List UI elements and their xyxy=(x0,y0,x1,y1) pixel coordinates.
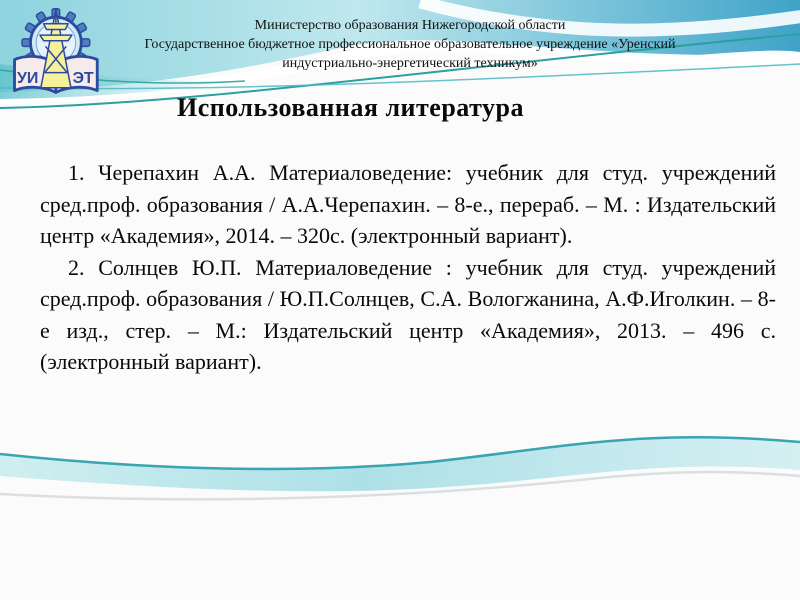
bottom-wave-decoration xyxy=(0,418,800,528)
header-line-3: индустриально-энергетический техникум» xyxy=(282,56,538,71)
institution-header xyxy=(60,16,760,73)
slide-title: Использованная литература xyxy=(177,93,525,122)
reference-item-1: 1. Черепахин А.А. Материаловедение: учебник для студ. учреждений сред.проф. образования / А.А.Черепахин. – 8-е., перераб. – М. : Издательский центр «Академия», 2014. – 320с. (электронный вариант). xyxy=(40,160,776,248)
references-list xyxy=(40,157,776,378)
header-line-2: Государственное бюджетное профессиональное образовательное учреждение «Уренский xyxy=(144,37,676,52)
reference-item-2: 2. Солнцев Ю.П. Материаловедение : учебник для студ. учреждений сред.проф. образования / Ю.П.Солнцев, С.А. Вологжанина, А.Ф.Иголкин. – 8-е изд., стер. – М.: Издательский центр «Академия», 2013. – 496 с. (электронный вариант). xyxy=(40,254,776,374)
logo-text-left: УИ xyxy=(16,70,39,88)
logo-text-right: ЭТ xyxy=(72,70,94,88)
header-line-1: Министерство образования Нижегородской области xyxy=(254,18,566,33)
